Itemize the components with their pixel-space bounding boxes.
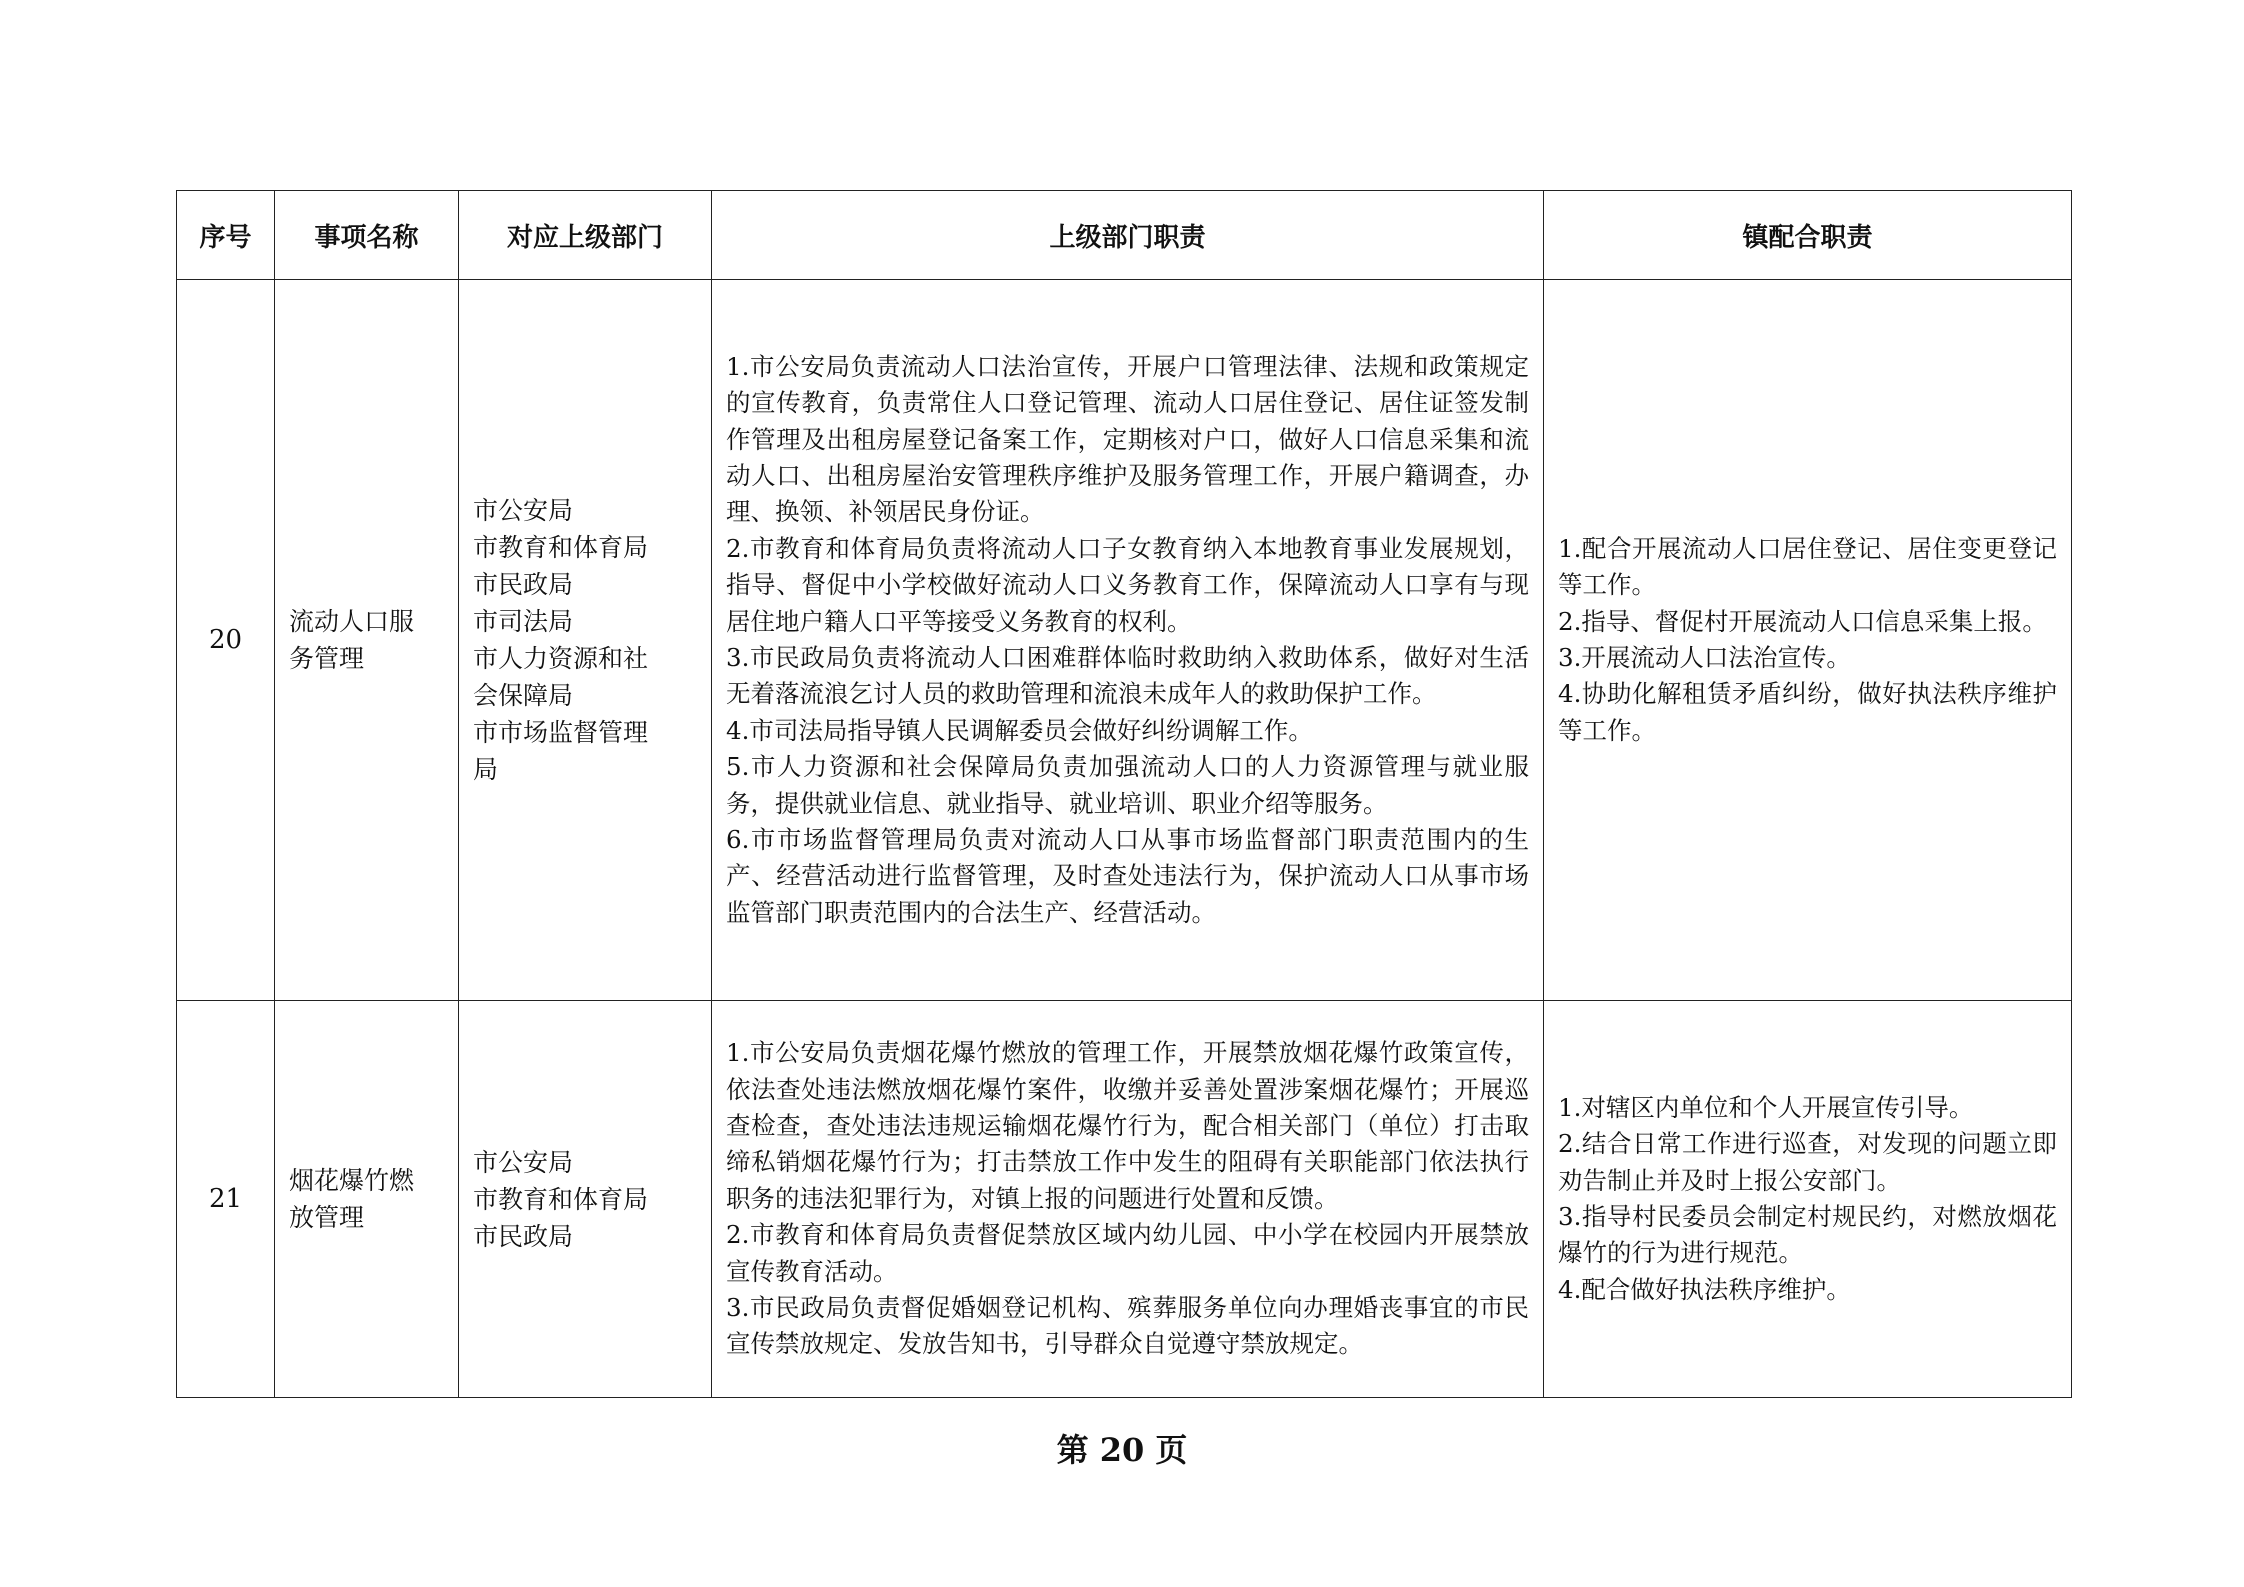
header-upper-dept: 对应上级部门 <box>459 191 712 280</box>
duty-paragraph: 4.协助化解租赁矛盾纠纷，做好执法秩序维护等工作。 <box>1558 679 2057 745</box>
dept-line: 市教育和体育局 <box>473 533 649 562</box>
table-row <box>177 280 2072 1001</box>
duty-paragraph: 6.市市场监督管理局负责对流动人口从事市场监督部门职责范围内的生产、经营活动进行监督管理，及时查处违法行为，保护流动人口从事市场监管部门职责范围内的合法生产、经营活动。 <box>726 825 1529 927</box>
dept-line: 市司法局 <box>473 607 574 636</box>
header-town-duty: 镇配合职责 <box>1544 191 2072 280</box>
row-number: 21 <box>177 1001 275 1398</box>
dept-line: 市公安局 <box>473 1147 574 1177</box>
upper-dept-list <box>459 1001 712 1398</box>
upper-dept-list <box>459 280 712 1001</box>
item-name <box>275 1001 459 1398</box>
duty-paragraph: 1.市公安局负责流动人口法治宣传，开展户口管理法律、法规和政策规定的宣传教育，负责常住人口登记管理、流动人口居住登记、居住证签发制作管理及出租房屋登记备案工作，定期核对户口，做好人口信息采集和流动人口、出租房屋治安管理秩序维护及服务管理工作，开展户籍调查，办理、换领、补领居民身份证。 <box>726 351 1529 527</box>
duty-paragraph: 1.对辖区内单位和个人开展宣传引导。 <box>1558 1092 1974 1122</box>
dept-line: 市市场监督管理 <box>473 718 649 747</box>
dept-line: 市民政局 <box>473 570 574 599</box>
item-name-line: 放管理 <box>289 1203 365 1232</box>
duty-paragraph: 2.市教育和体育局负责督促禁放区域内幼儿园、中小学在校园内开展禁放宣传教育活动。 <box>726 1220 1529 1286</box>
duty-paragraph: 1.配合开展流动人口居住登记、居住变更登记等工作。 <box>1558 533 2057 600</box>
duty-paragraph: 3.开展流动人口法治宣传。 <box>1558 643 1851 672</box>
item-name-line: 务管理 <box>289 644 365 673</box>
duty-paragraph: 1.市公安局负责烟花爆竹燃放的管理工作，开展禁放烟花爆竹政策宣传，依法查处违法燃放烟花爆竹案件，收缴并妥善处置涉案烟花爆竹；开展巡查检查，查处违法违规运输烟花爆竹行为，配合相关部门（单位）打击取缔私销烟花爆竹行为；打击禁放工作中发生的阻碍有关职能部门依法执行职务的违法犯罪行为，对镇上报的问题进行处置和反馈。 <box>726 1038 1529 1213</box>
duty-paragraph: 3.市民政局负责督促婚姻登记机构、殡葬服务单位向办理婚丧事宜的市民宣传禁放规定、发放告知书，引导群众自觉遵守禁放规定。 <box>726 1293 1529 1359</box>
duty-paragraph: 5.市人力资源和社会保障局负责加强流动人口的人力资源管理与就业服务，提供就业信息、就业指导、就业培训、职业介绍等服务。 <box>726 752 1529 818</box>
item-name <box>275 280 459 1001</box>
duty-paragraph: 2.指导、督促村开展流动人口信息采集上报。 <box>1558 606 2047 636</box>
upper-duty <box>712 280 1544 1001</box>
header-no: 序号 <box>177 191 275 280</box>
dept-line: 市公安局 <box>473 496 574 525</box>
upper-duty <box>712 1001 1544 1398</box>
dept-line: 局 <box>473 755 499 784</box>
duty-paragraph: 2.市教育和体育局负责将流动人口子女教育纳入本地教育事业发展规划，指导、督促中小学校做好流动人口义务教育工作，保障流动人口享有与现居住地户籍人口平等接受义务教育的权利。 <box>726 533 1529 636</box>
header-item-name: 事项名称 <box>275 191 459 280</box>
duty-paragraph: 4.市司法局指导镇人民调解委员会做好纠纷调解工作。 <box>726 715 1313 745</box>
row-number: 20 <box>177 280 275 1001</box>
duty-table <box>176 190 2072 1398</box>
page-number: 第 20 页 <box>1056 1431 1188 1469</box>
dept-line: 市教育和体育局 <box>473 1184 649 1214</box>
town-duty <box>1544 1001 2072 1398</box>
dept-line: 会保障局 <box>473 681 574 710</box>
duty-paragraph: 3.指导村民委员会制定村规民约，对燃放烟花爆竹的行为进行规范。 <box>1558 1202 2057 1268</box>
duty-paragraph: 3.市民政局负责将流动人口困难群体临时救助纳入救助体系，做好对生活无着落流浪乞讨人员的救助管理和流浪未成年人的救助保护工作。 <box>726 643 1529 709</box>
dept-line: 市人力资源和社 <box>473 644 649 673</box>
item-name-line: 流动人口服 <box>289 607 415 636</box>
duty-paragraph: 4.配合做好执法秩序维护。 <box>1558 1274 1851 1304</box>
duty-paragraph: 2.结合日常工作进行巡查，对发现的问题立即劝告制止并及时上报公安部门。 <box>1558 1129 2057 1195</box>
town-duty <box>1544 280 2072 1001</box>
header-upper-duty: 上级部门职责 <box>712 191 1544 280</box>
table-row <box>177 1001 2072 1398</box>
item-name-line: 烟花爆竹燃 <box>289 1166 415 1195</box>
dept-line: 市民政局 <box>473 1221 574 1251</box>
header-row <box>177 191 2072 280</box>
